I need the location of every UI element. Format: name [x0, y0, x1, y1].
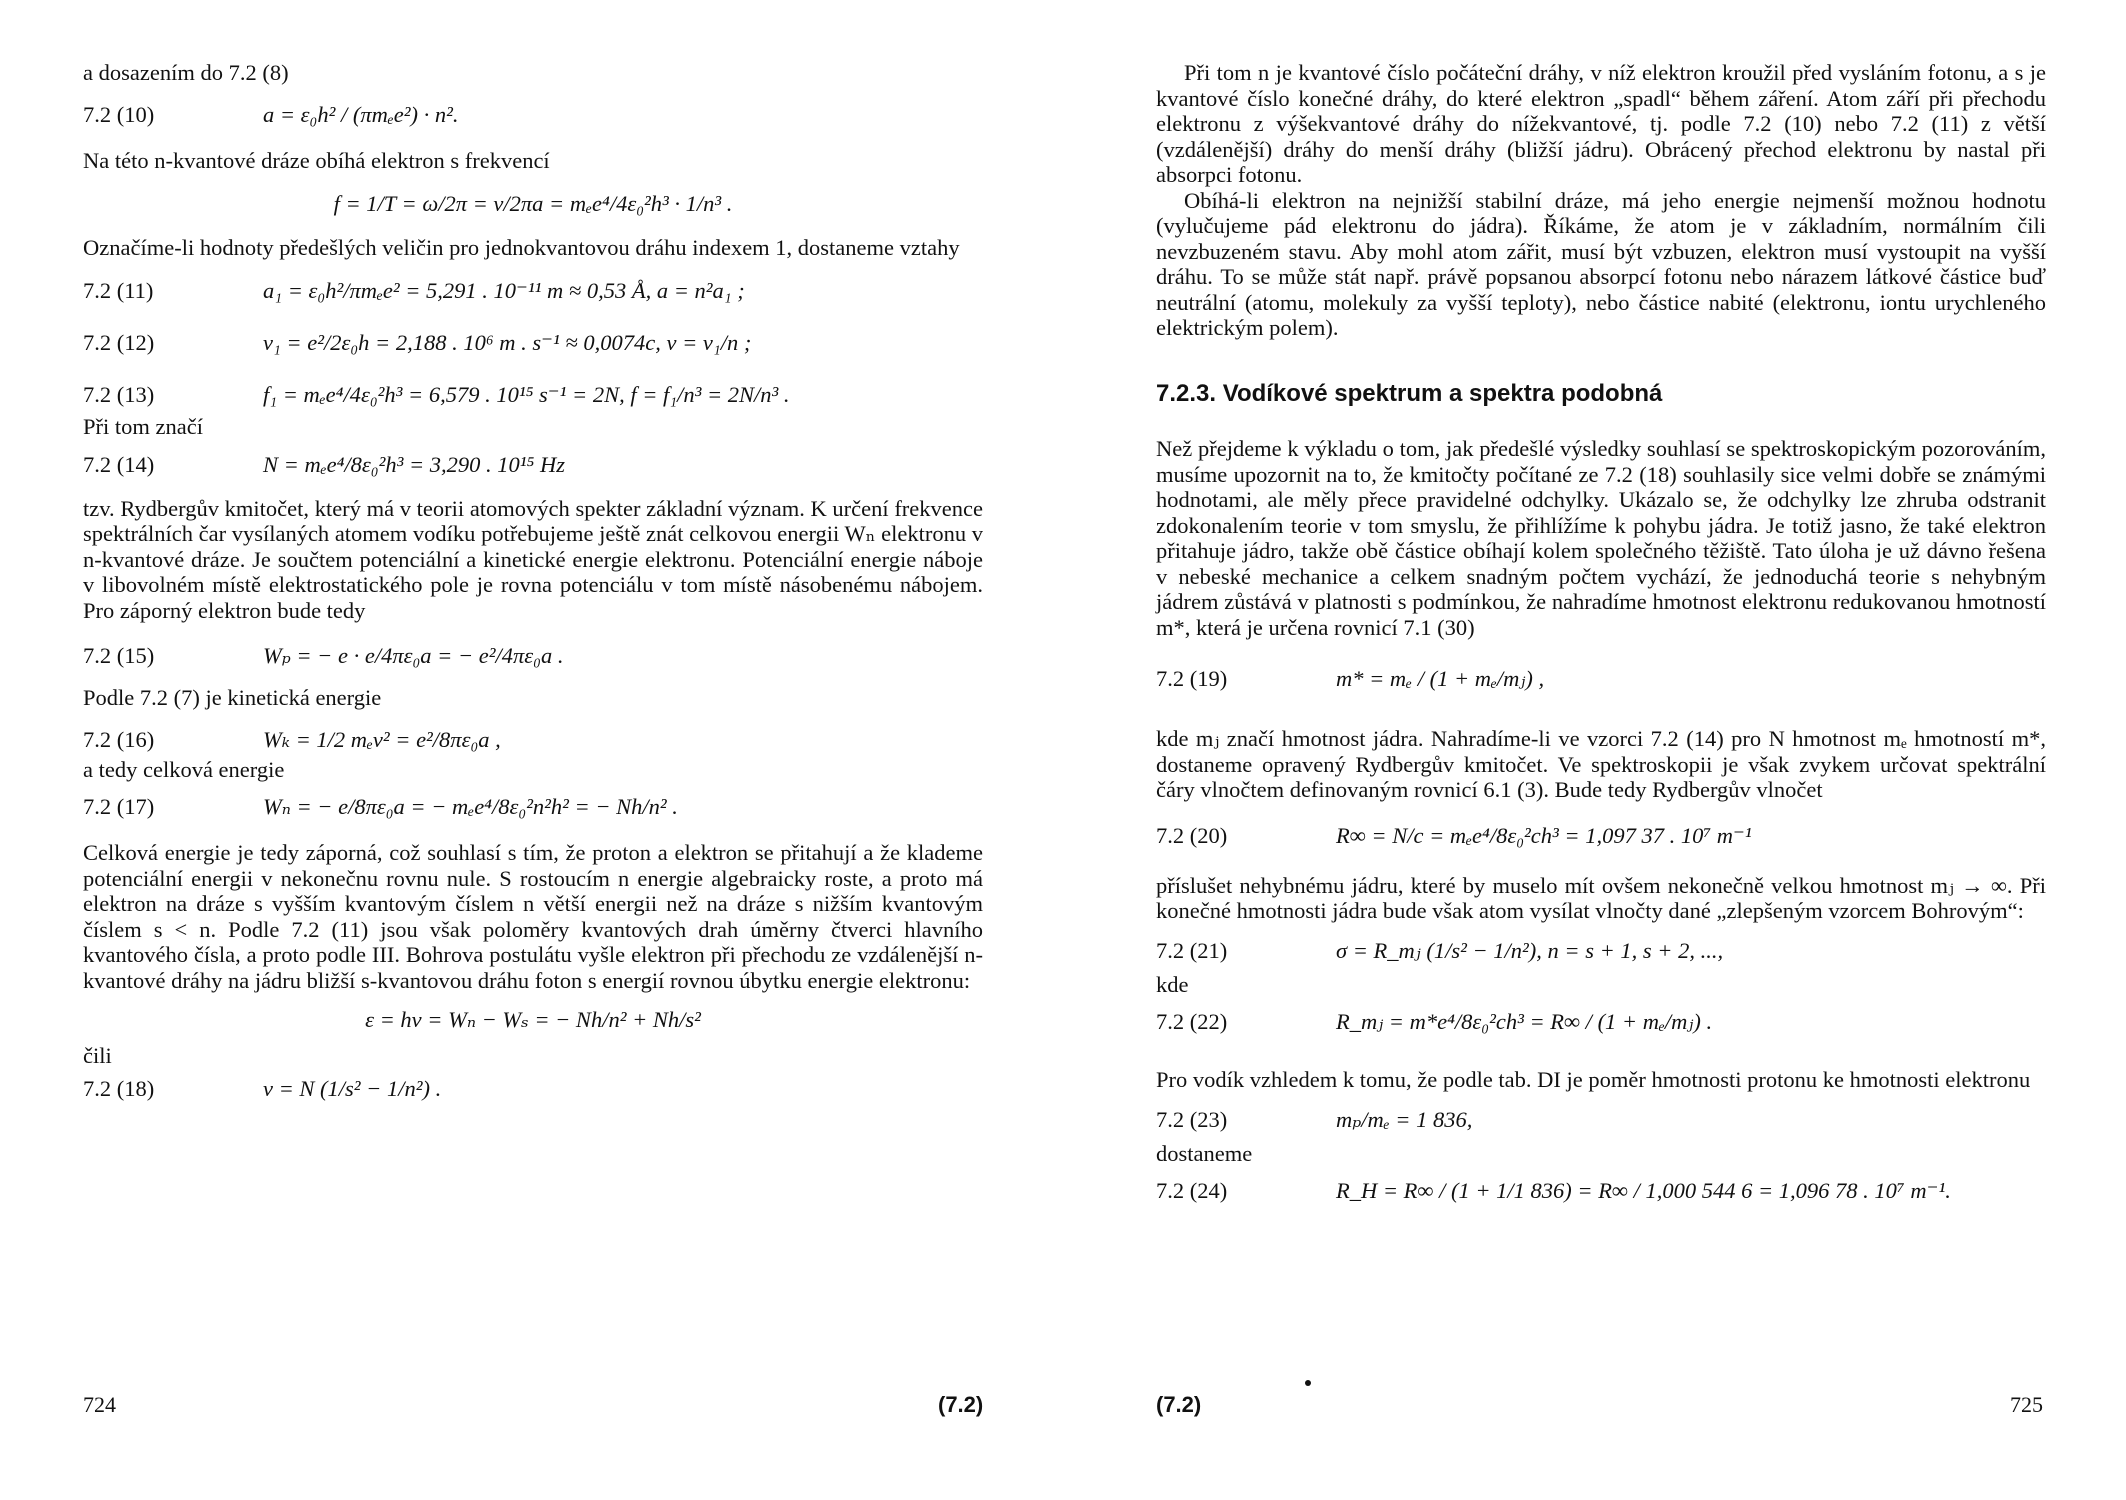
- paragraph-total: a tedy celková energie: [83, 756, 285, 782]
- dostaneme-word: dostaneme: [1156, 1140, 1253, 1166]
- equation-formula: m* = mₑ / (1 + mₑ/mⱼ) ,: [1336, 666, 1545, 692]
- right-section-tag: (7.2): [1156, 1392, 1202, 1417]
- cili-word: čili: [83, 1042, 112, 1068]
- stray-dot: [1305, 1380, 1311, 1386]
- equation-number: 7.2 (12): [83, 330, 155, 356]
- equation-number: 7.2 (15): [83, 643, 155, 669]
- paragraph-kinetic: Podle 7.2 (7) je kinetická energie: [83, 685, 382, 710]
- equation-number: 7.2 (23): [1156, 1106, 1228, 1132]
- paragraph-frequency: Na této n-kvantové dráze obíhá elektron s frekvencí: [83, 147, 550, 173]
- equation-number: 7.2 (24): [1156, 1178, 1228, 1204]
- equation-formula: f₁ = mₑe⁴/4ε₀²h³ = 6,579 . 10¹⁵ s⁻¹ = 2N, f = f₁/n³ = 2N/n³ .: [263, 382, 790, 408]
- equation-formula: Wₙ = − e/8πε₀a = − mₑe⁴/8ε₀²n²h² = − Nh/n² .: [263, 794, 678, 820]
- equation-formula: mₚ/mₑ = 1 836,: [1336, 1106, 1473, 1132]
- left-page-number: 724: [83, 1392, 116, 1417]
- paragraph-negative-energy: Celková energie je tedy záporná, což souhlasí s tím, že proton a elektron se přitahují a že klademe potenciální energii v nekonečnu rovnu nule. S rostoucím n energie algebraicky roste, a proto má elektron na dráze s vyšším kvantovým číslem n větší energii než na dráze s nižším kvantovým číslem s < n. Podle 7.2 (11) jsou však poloměry kvantových drah úměrny čtverci hlavního kvantového čísla, a proto podle III. Bohrova postulátu vyšle elektron při přechodu ze vzdálenější n-kvantové dráhy na jádru bližší s-kvantovou dráhu foton s energií rovnou úbytku energie elektronu:: [83, 840, 983, 993]
- intro-line: a dosazením do 7.2 (8): [83, 60, 289, 85]
- equation-7-2-24: [1156, 1176, 2046, 1206]
- equation-formula: R∞ = N/c = mₑe⁴/8ε₀²ch³ = 1,097 37 . 10⁷ m⁻¹: [1336, 822, 1752, 848]
- paragraph-rydberg: tzv. Rydbergův kmitočet, který má v teorii atomových spekter základní význam. K určení frekvence spektrálních čar vysílaných atomem vodíku potřebujeme ještě znát celkovou energii Wₙ elektronu v n-kvantové dráze. Je součtem potenciální a kinetické energie elektronu. Potenciální energie náboje v libovolném místě elektrostatického pole je rovna potenciálu v tom místě násobenému nábojem. Pro záporný elektron bude tedy: [83, 495, 983, 623]
- equation-number: 7.2 (11): [83, 278, 154, 304]
- kde-word: kde: [1156, 971, 1189, 997]
- equation-7-2-10: [83, 100, 983, 130]
- left-section-tag: (7.2): [938, 1392, 984, 1417]
- equation-number: 7.2 (21): [1156, 937, 1228, 963]
- equation-number: 7.2 (20): [1156, 822, 1228, 848]
- equation-number: 7.2 (17): [83, 794, 155, 820]
- equation-7-2-16: [83, 725, 983, 755]
- equation-formula: N = mₑe⁴/8ε₀²h³ = 3,290 . 10¹⁵ Hz: [263, 451, 565, 477]
- equation-7-2-23: [1156, 1105, 2046, 1135]
- equation-number: 7.2 (18): [83, 1076, 155, 1102]
- equation-7-2-15: [83, 641, 983, 671]
- equation-number: 7.2 (22): [1156, 1009, 1228, 1035]
- equation-7-2-14: [83, 450, 983, 480]
- right-page: [1156, 60, 2046, 1206]
- paragraph-first-orbit: Označíme-li hodnoty předešlých veličin pro jednokvantovou dráhu indexem 1, dostaneme vztahy: [83, 234, 960, 260]
- paragraph-ground-state: Obíhá-li elektron na nejnižší stabilní dráze, má jeho energie nejmenší možnou hodnotu (vylučujeme pád elektronu do jádra). Říkáme, že atom je v základním, normálním čili nevzbuzeném stavu. Aby mohl atom zářit, musí být vzbuzen, elektron musí vystoupit na vyšší dráhu. To se může stát např. právě popsanou absorpcí fotonu nebo nárazem látkové částice buď neutrální (atomu, molekuly za vyšší teploty), nebo částice nabité (elektronu, iontu urychleného elektrickým polem).: [1156, 187, 2046, 340]
- equation-formula: R_mⱼ = m*e⁴/8ε₀²ch³ = R∞ / (1 + mₑ/mⱼ) .: [1336, 1009, 1713, 1035]
- equation-7-2-17: [83, 792, 983, 822]
- right-page-number: 725: [2010, 1392, 2043, 1417]
- equation-7-2-19: [1156, 664, 2046, 694]
- equation-7-2-22: [1156, 1007, 2046, 1037]
- equation-7-2-11: [83, 276, 983, 306]
- equation-7-2-12: [83, 328, 983, 358]
- equation-formula: v₁ = e²/2ε₀h = 2,188 . 10⁶ m . s⁻¹ ≈ 0,0074c, v = v₁/n ;: [263, 330, 752, 356]
- photon-energy-formula: ε = hν = Wₙ − Wₛ = − Nh/n² + Nh/s²: [365, 1007, 701, 1032]
- equation-formula: a = ε₀h² / (πmₑe²) · n².: [263, 101, 459, 127]
- equation-formula: ν = N (1/s² − 1/n²) .: [263, 1076, 442, 1102]
- equation-7-2-13: [83, 380, 983, 410]
- equation-formula: Wₖ = 1/2 mₑv² = e²/8πε₀a ,: [263, 726, 501, 752]
- paragraph-hydrogen: Pro vodík vzhledem k tomu, že podle tab. DI je poměr hmotnosti protonu ke hmotnosti elektronu: [1156, 1067, 2031, 1092]
- equation-7-2-21: [1156, 936, 2046, 966]
- equation-number: 7.2 (10): [83, 101, 155, 127]
- section-heading: 7.2.3. Vodíkové spektrum a spektra podobná: [1156, 379, 1663, 407]
- equation-formula: a₁ = ε₀h²/πmₑe² = 5,291 . 10⁻¹¹ m ≈ 0,53 Å, a = n²a₁ ;: [263, 278, 745, 304]
- paragraph-nucleus-motion: Než přejdeme k výkladu o tom, jak předešlé výsledky souhlasí se spektroskopickým pozorováním, musíme upozornit na to, že kmitočty počítané ze 7.2 (18) souhlasily sice velmi dobře se známými hodnotami, ale měly přece pravidelné odchylky. Ukázalo se, že odchylky lze zhruba odstranit zdokonalením teorie v tom smyslu, že přihlížíme k pohybu jádra. Je totiž jasno, že také elektron přitahuje jádro, takže obě částice obíhají kolem společného těžiště. Tato úloha je už dávno řešena v nebeské mechanice a celkem snadným počtem vychází, že jednoduchá teorie s nehybným jádrem zůstává v platnosti s podmínkou, že nahradíme hmotnost elektronu redukovanou hmotností m*, která je určena rovnicí 7.1 (30): [1156, 436, 2046, 640]
- equation-formula: R_H = R∞ / (1 + 1/1 836) = R∞ / 1,000 544 6 = 1,096 78 . 10⁷ m⁻¹.: [1336, 1178, 1951, 1204]
- equation-number: 7.2 (14): [83, 451, 155, 477]
- frequency-formula: f = 1/T = ω/2π = v/2πa = mₑe⁴/4ε₀²h³ · 1/n³ .: [333, 191, 733, 216]
- equation-formula: σ = R_mⱼ (1/s² − 1/n²), n = s + 1, s + 2, ...,: [1336, 937, 1724, 963]
- paragraph-infinite-mass: příslušet nehybnému jádru, které by muselo mít ovšem nekonečně velkou hmotnost mⱼ → ∞. Při konečné hmotnosti jádra bude však atom vysílat vlnočty dané „zlepšeným vzorcem Bohrovým“:: [1156, 872, 2046, 923]
- paragraph-definition: Při tom značí: [83, 414, 203, 439]
- equation-7-2-20: [1156, 821, 2046, 851]
- equation-number: 7.2 (19): [1156, 666, 1228, 692]
- paragraph-reduced-mass: kde mⱼ značí hmotnost jádra. Nahradíme-li ve vzorci 7.2 (14) pro N hmotnost mₑ hmotností m*, dostaneme opravený Rydbergův kmitočet. Ve spektroskopii je však zvykem určovat spektrální čáry vlnočtem definovaným rovnicí 6.1 (3). Bude tedy Rydbergův vlnočet: [1156, 726, 2046, 802]
- left-page: [83, 60, 983, 1104]
- equation-7-2-18: [83, 1074, 983, 1104]
- paragraph-transition: Při tom n je kvantové číslo počáteční dráhy, v níž elektron kroužil před vysláním fotonu, a s je kvantové číslo konečné dráhy, do které elektron „spadl“ během záření. Atom září při přechodu elektronu z výšekvantové dráhy do nížekvantové, tj. podle 7.2 (10) nebo 7.2 (11) z větší (vzdálenější) dráhy do menší dráhy (bližší jádru). Obrácený přechod elektronu by nastal při absorpci fotonu.: [1156, 60, 2046, 187]
- equation-number: 7.2 (13): [83, 382, 155, 408]
- equation-number: 7.2 (16): [83, 726, 155, 752]
- equation-formula: Wₚ = − e · e/4πε₀a = − e²/4πε₀a .: [263, 643, 564, 669]
